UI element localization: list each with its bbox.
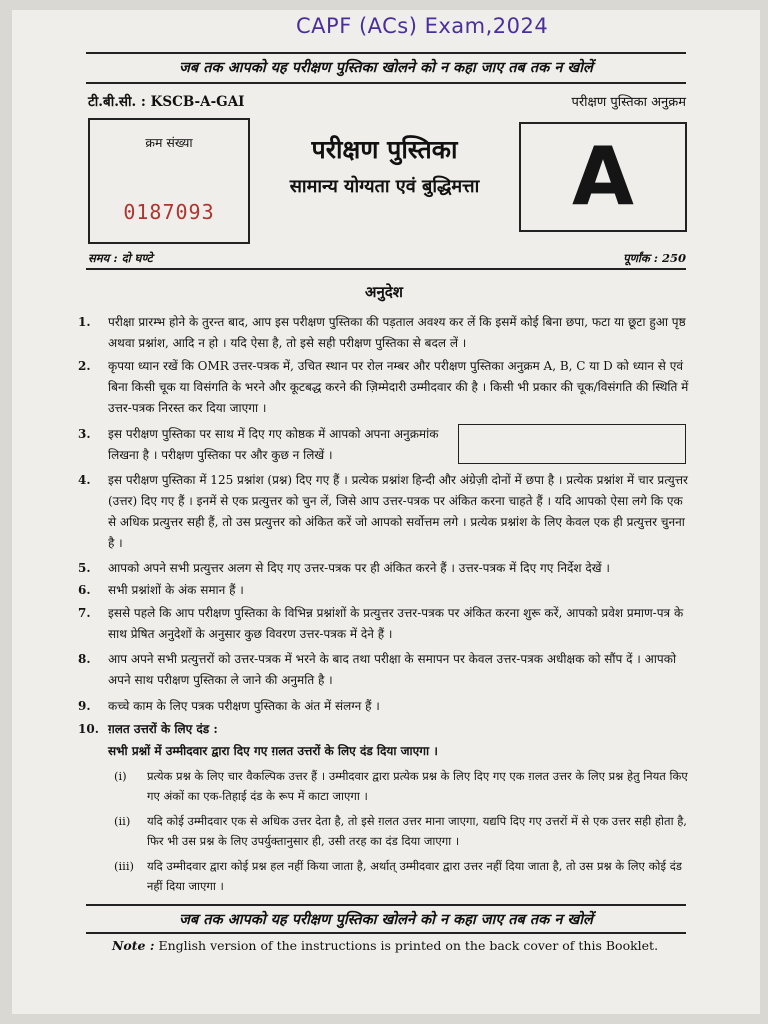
divider (86, 82, 686, 84)
exam-title: CAPF (ACs) Exam,2024 (296, 14, 549, 38)
series-box (519, 122, 687, 232)
instruction-number: 2. (78, 359, 91, 373)
instruction-item (78, 603, 690, 645)
instruction-text: कच्चे काम के लिए पत्रक परीक्षण पुस्तिका के अंत में संलग्न हैं । (108, 699, 380, 713)
series-letter: A (572, 130, 634, 223)
booklet-series-label: परीक्षण पुस्तिका अनुक्रम (571, 95, 686, 110)
penalty-text: प्रत्येक प्रश्न के लिए चार वैकल्पिक उत्तर हैं । उम्मीदवार द्वारा प्रत्येक प्रश्न के लिए दिए गए एक ग़लत उत्तर के लिए प्रश्न हेतु नियत किए गए अंकों का एक-तिहाई दंड के रूप में काटा जाएगा । (147, 769, 688, 803)
instruction-number: 8. (78, 652, 91, 666)
instruction-text: इस परीक्षण पुस्तिका पर साथ में दिए गए कोष्ठक में आपको अपना अनुक्रमांक लिखना है । परीक्षण पुस्तिका पर और कुछ न लिखें । (108, 427, 439, 462)
divider (86, 268, 686, 270)
instruction-number: 6. (78, 583, 91, 597)
instruction-number: 4. (78, 473, 91, 487)
instruction-item (78, 580, 690, 601)
instruction-item (78, 649, 690, 691)
instruction-item (78, 470, 690, 554)
penalty-item (114, 766, 690, 806)
instruction-item (78, 424, 440, 466)
penalty-text: यदि कोई उम्मीदवार एक से अधिक उत्तर देता है, तो इसे ग़लत उत्तर माना जाएगा, यद्यपि दिए गए उत्तरों में से एक उत्तर सही होता है, फिर भी उस प्रश्न के लिए उपर्युक्तानुसार ही, उसी तरह का दंड दिया जाएगा । (147, 814, 687, 848)
tbc-code: टी.बी.सी. : KSCB-A-GAI (88, 94, 245, 110)
instruction-item (78, 696, 690, 717)
maximum-marks: पूर्णांक : 250 (623, 251, 686, 265)
penalty-text: यदि उम्मीदवार द्वारा कोई प्रश्न हल नहीं किया जाता है, अर्थात् उम्मीदवार द्वारा उत्तर नहीं दिया जाता है, तो उस प्रश्न के लिए कोई दंड नहीं दिया जाएगा । (147, 859, 682, 893)
instruction-text: परीक्षा प्रारम्भ होने के तुरन्त बाद, आप इस परीक्षण पुस्तिका की पड़ताल अवश्य कर लें कि इसमें कोई बिना छपा, फटा या छूटा हुआ पृष्ठ अथवा प्रश्नांश, आदि न हो । यदि ऐसा है, तो इसे सही परीक्षण पुस्तिका से बदल लें । (108, 315, 686, 350)
do-not-open-banner: जब तक आपको यह परीक्षण पुस्तिका खोलने को न कहा जाए तब तक न खोलें (179, 59, 593, 76)
instruction-number: 9. (78, 699, 91, 713)
note-text: English version of the instructions is printed on the back cover of this Booklet. (158, 938, 659, 953)
booklet-title: परीक्षण पुस्तिका (311, 135, 458, 164)
instruction-item (78, 312, 690, 354)
divider (86, 904, 686, 906)
do-not-open-banner-footer: जब तक आपको यह परीक्षण पुस्तिका खोलने को न कहा जाए तब तक न खोलें (179, 911, 593, 928)
penalty-number: (ii) (114, 814, 131, 828)
penalty-intro (78, 741, 690, 762)
instruction-item (78, 356, 690, 419)
penalty-item (114, 856, 690, 896)
divider (86, 52, 686, 54)
note-label: Note : (112, 938, 155, 953)
instruction-number: 10. (78, 722, 99, 736)
instruction-number: 5. (78, 561, 91, 575)
serial-number: 0187093 (123, 200, 215, 224)
instruction-number: 7. (78, 606, 91, 620)
penalty-intro-text: सभी प्रश्नों में उम्मीदवार द्वारा दिए गए ग़लत उत्तरों के लिए दंड दिया जाएगा । (108, 744, 438, 758)
instruction-item (78, 719, 690, 740)
instruction-text: आप अपने सभी प्रत्युत्तरों को उत्तर-पत्रक में भरने के बाद तथा परीक्षा के समापन पर केवल उत्तर-पत्रक अधीक्षक को सौंप दें । आपको अपने साथ परीक्षण पुस्तिका ले जाने की अनुमति है । (108, 652, 677, 687)
instruction-number: 3. (78, 427, 91, 441)
roll-number-box[interactable] (458, 424, 686, 464)
serial-number-label: क्रम संख्या (145, 135, 193, 150)
instruction-item (78, 558, 690, 579)
instruction-text: ग़लत उत्तरों के लिए दंड : (108, 722, 218, 736)
instructions-heading: अनुदेश (365, 283, 403, 301)
penalty-number: (iii) (114, 859, 135, 873)
penalty-number: (i) (114, 769, 127, 783)
serial-number-box (88, 118, 250, 244)
divider (86, 932, 686, 934)
instruction-number: 1. (78, 315, 91, 329)
instruction-text: इससे पहले कि आप परीक्षण पुस्तिका के विभिन्न प्रश्नांशों के प्रत्युत्तर उत्तर-पत्रक पर अंकित करना शुरू करें, आपको प्रवेश प्रमाण-पत्र के साथ प्रेषित अनुदेशों के अनुसार कुछ विवरण उत्तर-पत्रक में देने हैं । (108, 606, 684, 641)
booklet-subject: सामान्य योग्यता एवं बुद्धिमत्ता (289, 176, 480, 197)
time-allowed: समय : दो घण्टे (88, 251, 153, 265)
instruction-text: सभी प्रश्नांशों के अंक समान हैं । (108, 583, 244, 597)
instruction-text: आपको अपने सभी प्रत्युत्तर अलग से दिए गए उत्तर-पत्रक पर ही अंकित करने हैं । उत्तर-पत्रक में दिए गए निर्देश देखें । (108, 561, 610, 575)
instruction-text: कृपया ध्यान रखें कि OMR उत्तर-पत्रक में, उचित स्थान पर रोल नम्बर और परीक्षण पुस्तिका अनुक्रम A, B, C या D को ध्यान से एवं बिना किसी चूक या विसंगति के भरने और कूटबद्ध करने की ज़िम्मेदारी उम्मीदवार की है । किसी भी प्रकार की चूक/विसंगति की स्थिति में उत्तर-पत्रक निरस्त कर दिया जाएगा । (108, 359, 689, 415)
instruction-text: इस परीक्षण पुस्तिका में 125 प्रश्नांश (प्रश्न) दिए गए हैं । प्रत्येक प्रश्नांश हिन्दी और अंग्रेज़ी दोनों में छपा है । प्रत्येक प्रश्नांश में चार प्रत्युत्तर (उत्तर) दिए गए हैं । इनमें से एक प्रत्युत्तर को चुन लें, जिसे आप उत्तर-पत्रक पर अंकित करना चाहते हैं । यदि आपको ऐसा लगे कि एक से अधिक प्रत्युत्तर सही हैं, तो उस प्रत्युत्तर को अंकित करें जो आपको सर्वोत्तम लगे । प्रत्येक प्रश्नांश के लिए केवल एक ही प्रत्युत्तर चुनना है । (108, 473, 688, 550)
english-version-note (112, 938, 658, 953)
penalty-item (114, 811, 690, 851)
